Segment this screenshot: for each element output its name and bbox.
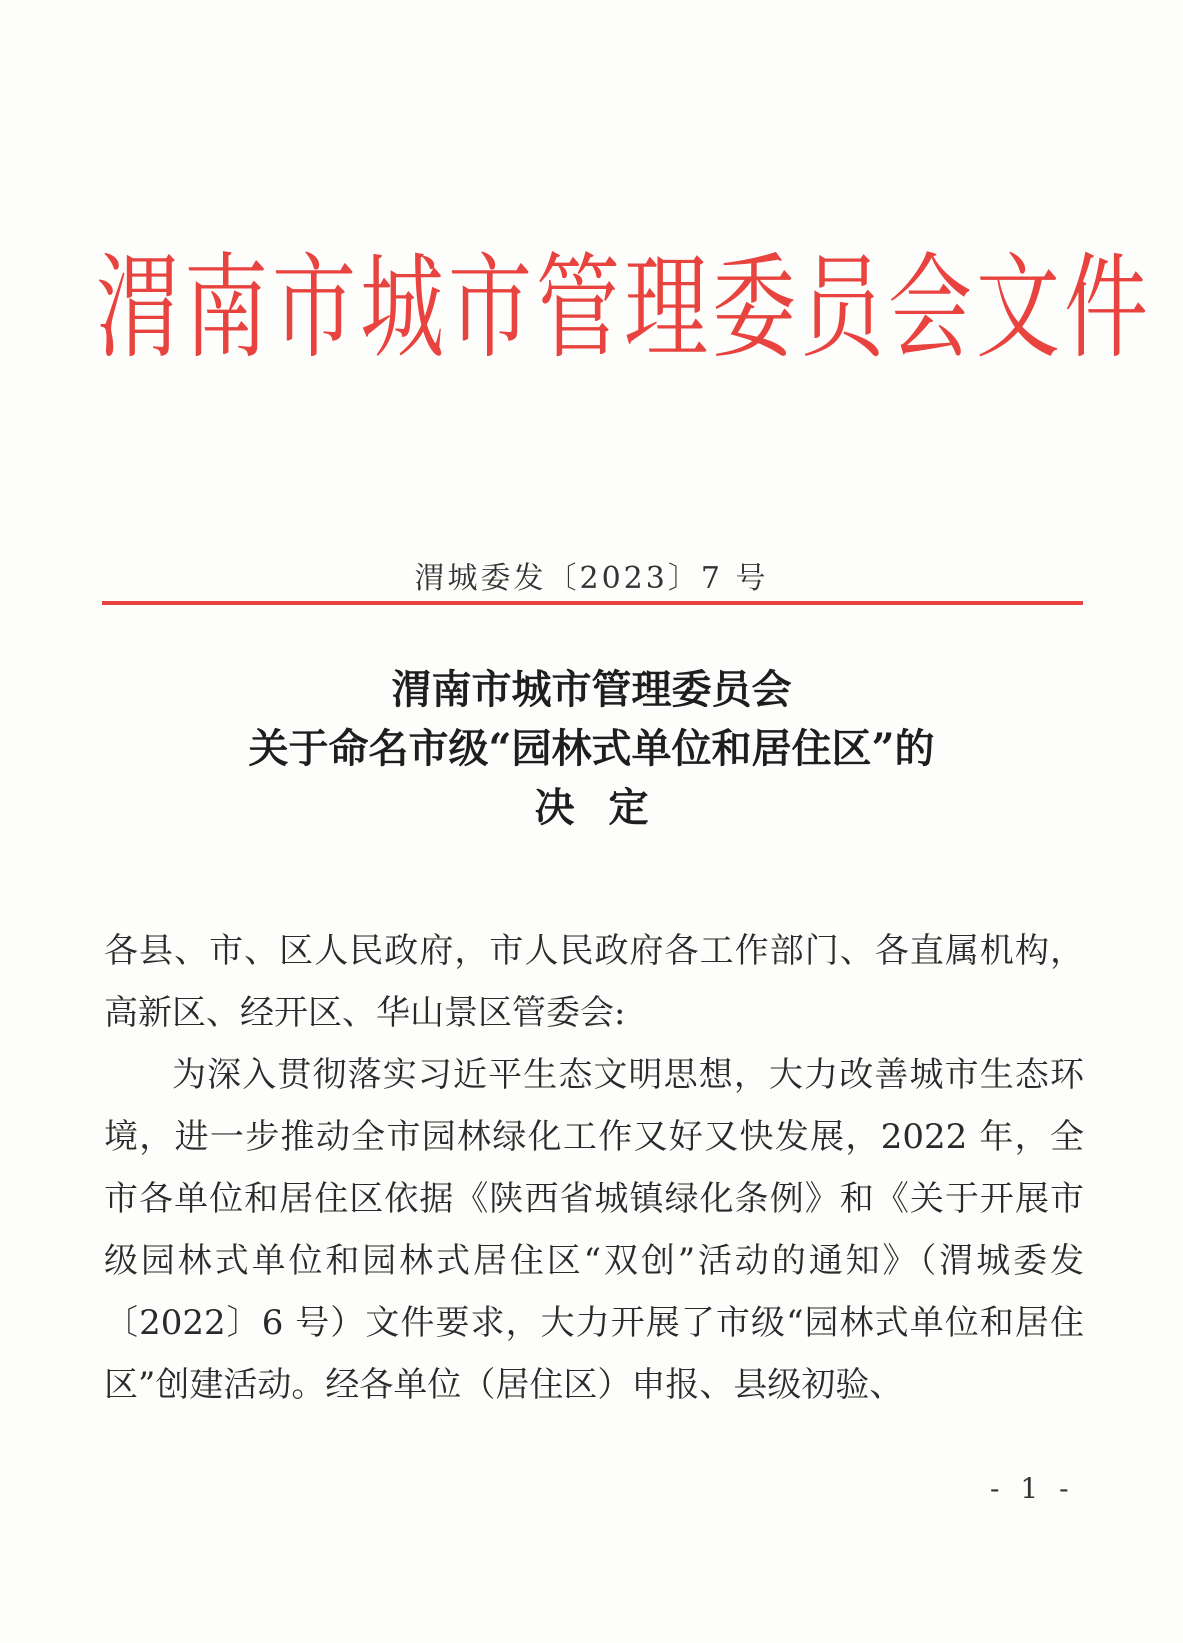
red-masthead-title: 渭南市城市管理委员会文件 xyxy=(96,241,1153,375)
page-number: - 1 - xyxy=(990,1472,1075,1505)
body-paragraph: 为深入贯彻落实习近平生态文明思想，大力改善城市生态环境，进一步推动全市园林绿化工作又好又快发展，2022 年，全市各单位和居住区依据《陕西省城镇绿化条例》和《关于开展市级园林式单位和园林式居住区“双创”活动的通知》（渭城委发〔2022〕6 号）文件要求，大力开展了市级“园林式单位和居住区”创建活动。经各单位（居住区）申报、县级初验、 xyxy=(104,1055,1084,1405)
title-line-1: 渭南市城市管理委员会 xyxy=(391,666,792,713)
red-divider-line xyxy=(102,601,1083,605)
title-line-3: 决定 xyxy=(534,784,683,831)
document-title xyxy=(0,660,1183,837)
document-body xyxy=(104,920,1084,1416)
title-line-2: 关于命名市级“园林式单位和居住区”的 xyxy=(248,725,935,772)
salutation: 各县、市、区人民政府，市人民政府各工作部门、各直属机构，高新区、经开区、华山景区管委会: xyxy=(104,931,1084,1033)
document-number: 渭城委发〔2023〕7 号 xyxy=(414,561,769,596)
